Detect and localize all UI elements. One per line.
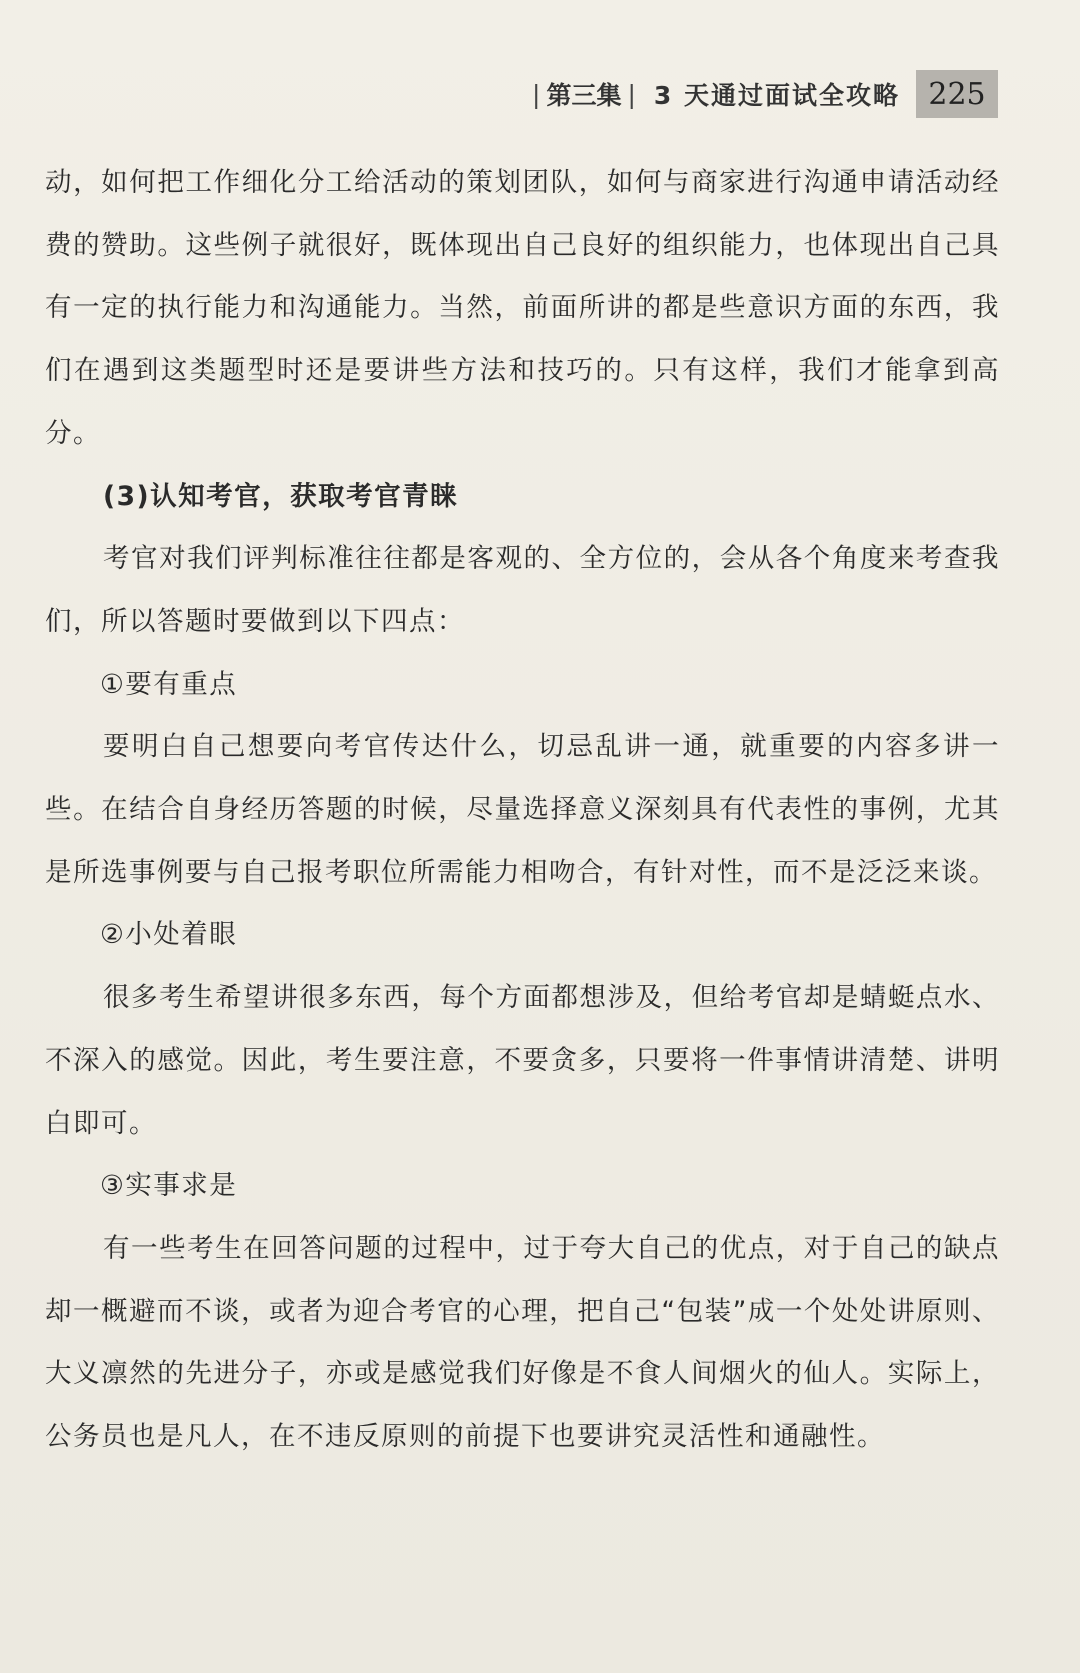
list-item-heading: ③实事求是 bbox=[100, 1170, 238, 1202]
list-item-heading: ①要有重点 bbox=[100, 668, 238, 700]
section-heading: (3)认知考官，获取考官青睐 bbox=[103, 480, 459, 512]
header-divider: | bbox=[532, 79, 541, 109]
header-divider: | bbox=[627, 79, 636, 109]
header-section: 第三集 bbox=[546, 81, 622, 110]
page-number: 225 bbox=[916, 70, 998, 118]
paragraph-continuation: 动，如何把工作细化分工给活动的策划团队，如何与商家进行沟通申请活动经费的赞助。这些例子就很好，既体现出自己良好的组织能力，也体现出自己具有一定的执行能力和沟通能力。当然，前面所讲的都是些意识方面的东西，我们在遇到这类题型时还是要讲些方法和技巧的。只有这样，我们才能拿到高分。 bbox=[45, 167, 1000, 449]
paragraph: 有一些考生在回答问题的过程中，过于夸大自己的优点，对于自己的缺点却一概避而不谈，或者为迎合考官的心理，把自己“包装”成一个处处讲原则、大义凛然的先进分子，亦或是感觉我们好像是不食人间烟火的仙人。实际上，公务员也是凡人，在不违反原则的前提下也要讲究灵活性和通融性。 bbox=[45, 1232, 1000, 1453]
paragraph: 考官对我们评判标准往往都是客观的、全方位的，会从各个角度来考查我们，所以答题时要做到以下四点： bbox=[45, 543, 1000, 637]
header-title: 3 天通过面试全攻略 bbox=[653, 81, 900, 110]
page-body bbox=[45, 152, 1000, 1469]
running-header bbox=[526, 70, 998, 118]
paragraph: 要明白自己想要向考官传达什么，切忌乱讲一通，就重要的内容多讲一些。在结合自身经历答题的时候，尽量选择意义深刻具有代表性的事例，尤其是所选事例要与自己报考职位所需能力相吻合，有针对性，而不是泛泛来谈。 bbox=[45, 731, 1000, 888]
paragraph: 很多考生希望讲很多东西，每个方面都想涉及，但给考官却是蜻蜓点水、不深入的感觉。因此，考生要注意，不要贪多，只要将一件事情讲清楚、讲明白即可。 bbox=[45, 982, 1000, 1139]
list-item-heading: ②小处着眼 bbox=[100, 919, 238, 951]
